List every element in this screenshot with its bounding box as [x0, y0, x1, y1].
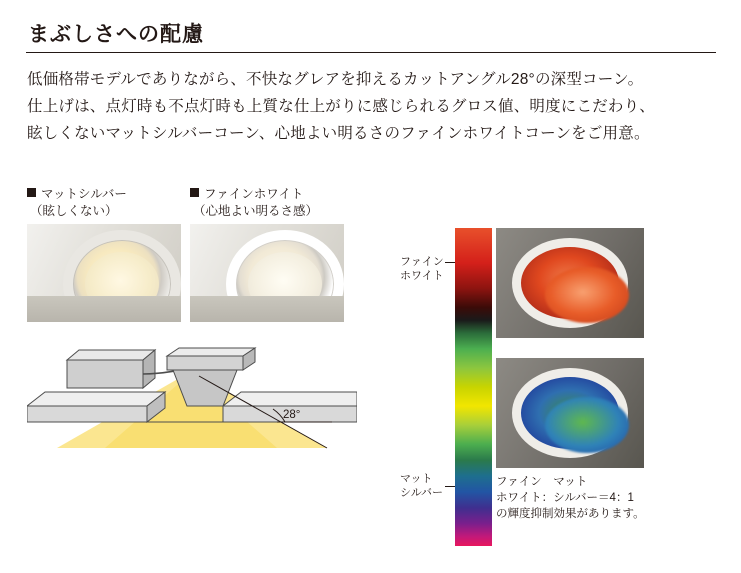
housing-body [167, 356, 243, 370]
gradient-label-matte-silver-line1: マット [400, 473, 433, 485]
luminance-note-line3: の輝度抑制効果があります。 [496, 508, 645, 520]
lead-line-1: 低価格帯モデルでありながら、不快なグレアを抑えるカットアングル28°の深型コーン。 [27, 71, 644, 88]
caption-fine-white-main: ファインホワイト [204, 187, 304, 201]
cut-angle-diagram [27, 330, 357, 450]
gradient-label-fine-white [400, 255, 444, 283]
cut-angle-label: 28° [283, 409, 301, 421]
gradient-tick-bottom [445, 486, 455, 487]
ceiling-right-top [223, 392, 357, 406]
caption-fine-white [190, 186, 318, 220]
bullet-square-icon [27, 188, 36, 197]
gradient-label-fine-white-line1: ファイン [400, 256, 444, 268]
caption-fine-white-sub: （心地よい明るさ感） [193, 204, 319, 218]
sample-ring-white [512, 238, 628, 328]
page-title: まぶしさへの配慮 [28, 23, 204, 46]
sample-photo-fine-white [496, 228, 644, 338]
photo-floor [190, 296, 344, 322]
photo-floor [27, 296, 181, 322]
caption-matte-silver [27, 186, 127, 220]
luminance-note [496, 474, 645, 522]
photo-matte-silver [27, 224, 181, 322]
caption-matte-silver-main: マットシルバー [41, 187, 127, 201]
lead-line-2: 仕上げは、点灯時も不点灯時も上質な仕上がりに感じられるグロス値、明度にこだわり、 [27, 98, 656, 115]
luminance-note-line2: ホワイト：シルバー＝4：1 [496, 492, 634, 504]
luminance-gradient-bar [455, 228, 492, 546]
gradient-label-fine-white-line2: ホワイト [400, 270, 444, 282]
gradient-label-matte-silver-line2: シルバー [400, 487, 443, 499]
sample-ring-silver [512, 368, 628, 458]
luminance-note-line1: ファイン マット [496, 476, 588, 488]
gradient-tick-top [445, 262, 455, 263]
bullet-square-icon [190, 188, 199, 197]
housing-top [167, 348, 255, 356]
ceiling-left-top [27, 392, 165, 406]
driver-box [67, 360, 143, 388]
gradient-label-matte-silver [400, 472, 443, 500]
lead-line-3: 眩しくないマットシルバーコーン、心地よい明るさのファインホワイトコーンをご用意。 [27, 125, 650, 142]
sample-core-warm [545, 267, 629, 323]
caption-matte-silver-sub: （眩しくない） [30, 204, 118, 218]
title-divider [26, 52, 716, 53]
driver-box-top [67, 350, 155, 360]
photo-fine-white [190, 224, 344, 322]
lead-paragraph [27, 66, 727, 147]
ceiling-left [27, 406, 147, 422]
sample-photo-matte-silver [496, 358, 644, 468]
sample-core-cool [545, 397, 629, 453]
